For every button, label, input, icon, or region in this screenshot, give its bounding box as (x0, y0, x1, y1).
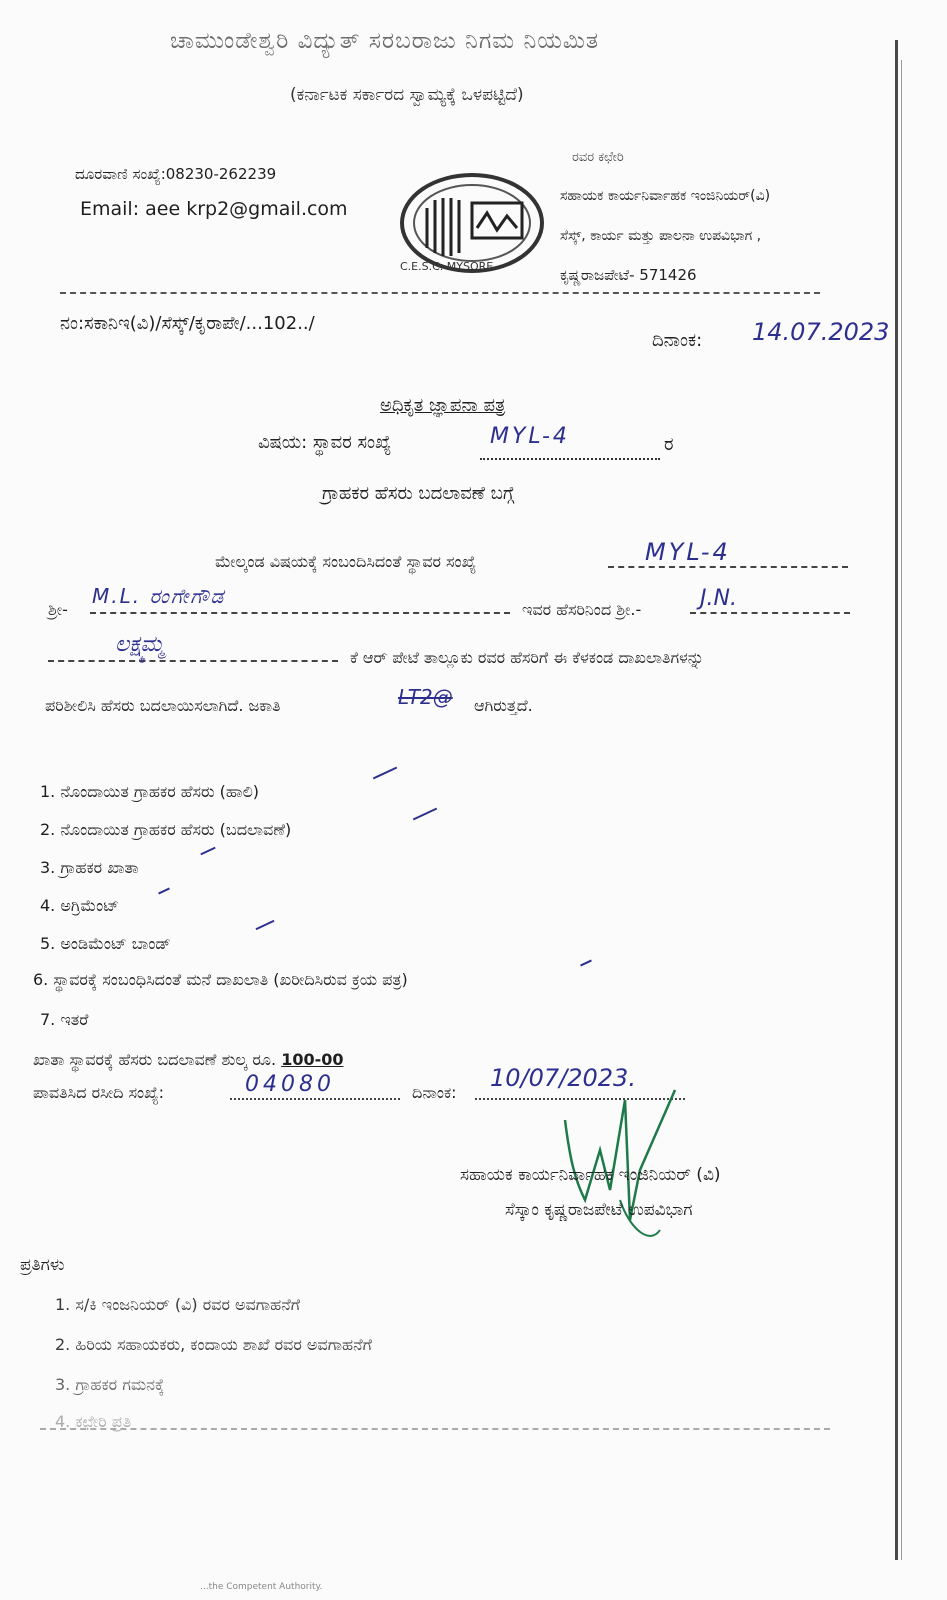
email-address: Email: aee krp2@gmail.com (80, 198, 348, 220)
office-line-3: ಕೃಷ್ಣರಾಜಪೇಟೆ- 571426 (560, 266, 697, 284)
receipt-date-label: ದಿನಾಂಕ: (412, 1083, 457, 1102)
copy-item: 3. ಗ್ರಾಹಕರ ಗಮನಕ್ಕೆ (55, 1375, 165, 1394)
org-name: ಚಾಮುಂಡೇಶ್ವರಿ ವಿದ್ಯುತ್ ಸರಬರಾಜು ನಿಗಮ ನಿಯಮಿತ (170, 28, 600, 54)
fill-line (690, 612, 850, 614)
checklist-item: 4. ಅಗ್ರಿಮೆಂಟ್ (40, 896, 119, 915)
date-label: ದಿನಾಂಕ: (652, 330, 703, 351)
body-installation-no: MYL-4 (645, 538, 731, 566)
body-line-4: ಪರಿಶೀಲಿಸಿ ಹೆಸರು ಬದಲಾಯಿಸಲಾಗಿದೆ. ಜಕಾತಿ (45, 696, 281, 715)
footer-text: ...the Competent Authority. (200, 1582, 323, 1592)
memo-heading: ಅಧಿಕೃತ ಜ್ಞಾಪನಾ ಪತ್ರ (380, 395, 506, 416)
date-value: 14.07.2023 (752, 318, 890, 346)
check-tick (413, 808, 437, 821)
new-consumer-name: ಲಕ್ಷ್ಮಮ್ಮ (115, 632, 165, 657)
logo-caption: C.E.S.C. MYSORE (400, 260, 494, 273)
tariff-value: LT2@ (398, 685, 453, 709)
subject-installation-no: MYL-4 (490, 424, 570, 449)
signatory-office: ಸೆಸ್ಕಾಂ ಕೃಷ್ಣರಾಜಪೇಟೆ ಉಪವಿಭಾಗ (505, 1200, 693, 1220)
check-tick (200, 847, 215, 856)
copy-item: 4. ಕಛೇರಿ ಪ್ರತಿ (55, 1412, 132, 1431)
copy-item: 1. ಸ/ಕಿ ಇಂಜನಿಯರ್ (ವಿ) ರವರ ಅವಗಾಹನೆಗೆ (55, 1295, 301, 1314)
fill-line (230, 1098, 400, 1100)
new-consumer-initials: J.N. (700, 586, 737, 611)
fill-line (608, 566, 848, 568)
fill-line (48, 660, 338, 662)
body-line-3: ಕೆ ಆರ್ ಪೇಟೆ ತಾಲ್ಲೂಕು ರವರ ಹೆಸರಿಗೆ ಈ ಕೆಳಕಂಡ ದಾಖಲಾತಿಗಳನ್ನು (350, 648, 704, 667)
check-tick (373, 767, 397, 780)
fill-line (90, 612, 510, 614)
header-divider (60, 292, 820, 294)
subject-suffix: ರ (664, 434, 674, 455)
receipt-line (33, 1083, 164, 1103)
subject-dotted-line (480, 458, 660, 460)
copy-item: 2. ಹಿರಿಯ ಸಹಾಯಕರು, ಕಂದಾಯ ಶಾಖೆ ರವರ ಅವಗಾಹನೆಗೆ (55, 1335, 372, 1354)
checklist-item: 7. ಇತರೆ (40, 1010, 89, 1029)
old-consumer-name: M.L. ರಂಗೇಗೌಡ (92, 584, 226, 608)
checklist-item: 5. ಅಂಡಿಮೆಂಟ್ ಬಾಂಡ್ (40, 934, 171, 953)
office-prefix: ರವರ ಕಛೇರಿ (572, 150, 624, 165)
body-line-4-suffix: ಆಗಿರುತ್ತದೆ. (474, 696, 533, 715)
org-subtitle: (ಕರ್ನಾಟಕ ಸರ್ಕಾರದ ಸ್ವಾಮ್ಯಕ್ಕೆ ಒಳಪಟ್ಟಿದೆ) (290, 85, 524, 105)
signatory-title: ಸಹಾಯಕ ಕಾರ್ಯನಿರ್ವಾಹಕ ಇಂಜಿನಿಯರ್ (ವಿ) (460, 1165, 721, 1185)
body-line-1: ಮೇಲ್ಕಂಡ ವಿಷಯಕ್ಕೆ ಸಂಬಂದಿಸಿದಂತೆ ಸ್ಥಾವರ ಸಂಖ್ಯೆ (215, 552, 477, 571)
checklist-item: 3. ಗ್ರಾಹಕರ ಖಾತಾ (40, 858, 139, 877)
reference-number: ನಂ:ಸಕಾನಿಇ(ವಿ)/ಸೆಸ್ಕ್/ಕೃರಾಪೇ/...102../ (60, 313, 315, 334)
office-line-1: ಸಹಾಯಕ ಕಾರ್ಯನಿರ್ವಾಹಕ ಇಂಜಿನಿಯರ್(ವಿ) (560, 188, 771, 204)
checklist-item: 2. ನೊಂದಾಯಿತ ಗ್ರಾಹಕರ ಹೆಸರು (ಬದಲಾವಣೆ) (40, 820, 292, 839)
fee-amount: 100-00 (281, 1050, 344, 1069)
office-line-2: ಸೆಸ್ಕ್, ಕಾರ್ಯ ಮತ್ತು ಪಾಲನಾ ಉಪವಿಭಾಗ , (560, 228, 762, 244)
page-edge-shadow (901, 60, 902, 1560)
line-2-prefix: ಶ್ರೀ- (48, 600, 68, 619)
check-tick (580, 960, 592, 967)
line-2-mid: ಇವರ ಹೆಸರಿನಿಂದ ಶ್ರೀ.- (522, 600, 642, 619)
receipt-date: 10/07/2023. (490, 1064, 636, 1092)
bottom-divider (40, 1428, 830, 1430)
checklist-item: 1. ನೊಂದಾಯಿತ ಗ್ರಾಹಕರ ಹೆಸರು (ಹಾಲಿ) (40, 782, 260, 801)
receipt-label: ಪಾವತಿಸಿದ ರಸೀದಿ ಸಂಖ್ಯೆ: (33, 1083, 165, 1102)
subject-line-2: ಗ್ರಾಹಕರ ಹೆಸರು ಬದಲಾವಣೆ ಬಗ್ಗೆ (322, 483, 515, 504)
fee-line (33, 1050, 344, 1070)
copies-heading: ಪ್ರತಿಗಳು (20, 1255, 65, 1275)
checklist-item: 6. ಸ್ಥಾವರಕ್ಕೆ ಸಂಬಂಧಿಸಿದಂತೆ ಮನೆ ದಾಖಲಾತಿ (ಖರೀದಿಸಿರುವ ಕ್ರಯ ಪತ್ರ) (33, 970, 408, 989)
page-edge (895, 40, 898, 1560)
check-tick (256, 920, 275, 930)
phone-number: ದೂರವಾಣಿ ಸಂಖ್ಯೆ:08230-262239 (75, 165, 277, 183)
receipt-number: 04080 (245, 1072, 335, 1097)
check-tick (158, 888, 170, 895)
subject-label: ವಿಷಯ: ಸ್ಥಾವರ ಸಂಖ್ಯೆ (258, 432, 392, 453)
fee-label: ಖಾತಾ ಸ್ಥಾವರಕ್ಕೆ ಹೆಸರು ಬದಲಾವಣೆ ಶುಲ್ಕ ರೂ. (33, 1050, 277, 1069)
